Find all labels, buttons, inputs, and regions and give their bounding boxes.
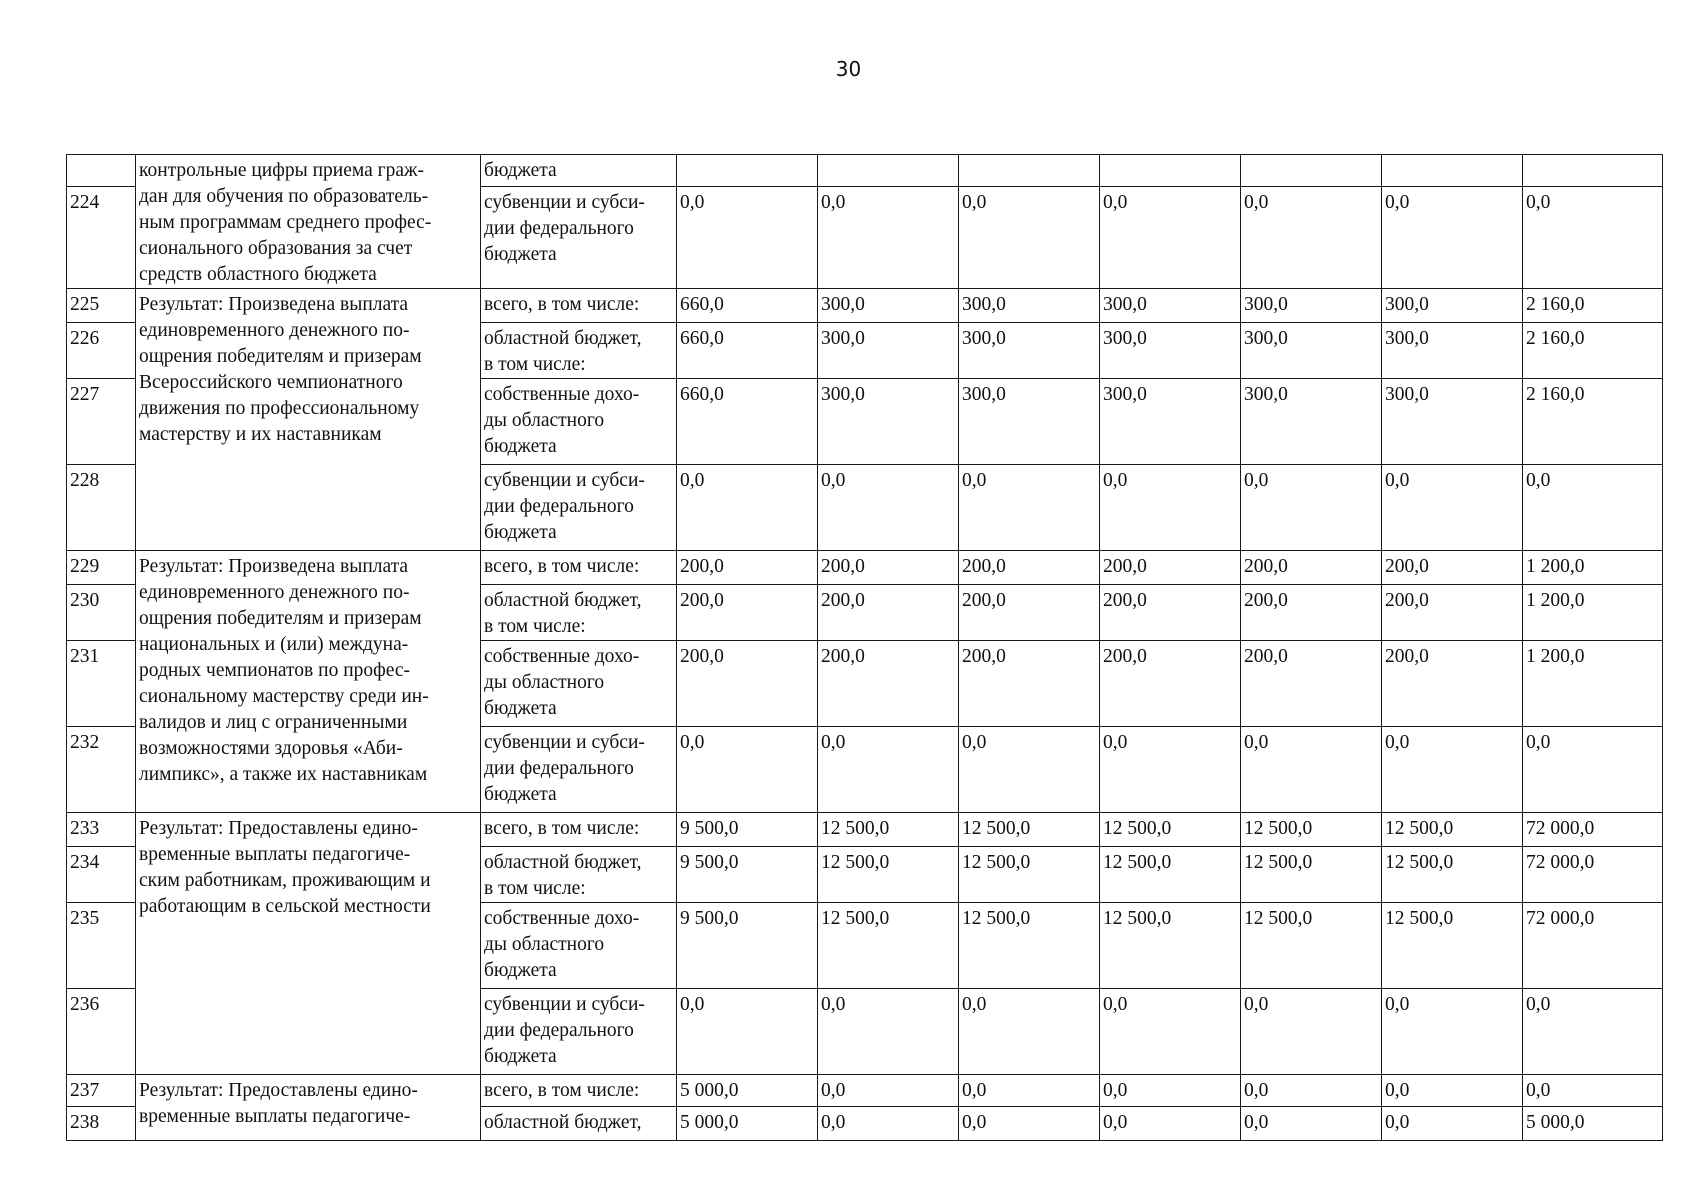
year-value: 0,0 [1100, 1075, 1241, 1107]
funding-source: областной бюджет, в том числе: [481, 585, 677, 641]
year-value: 0,0 [1241, 1107, 1382, 1141]
year-value: 200,0 [1100, 585, 1241, 641]
year-value: 200,0 [1100, 641, 1241, 727]
year-value: 12 500,0 [1382, 813, 1523, 847]
year-value: 12 500,0 [1241, 847, 1382, 903]
year-value: 0,0 [818, 187, 959, 289]
year-value: 0,0 [1241, 187, 1382, 289]
funding-source: собственные дохо- ды областного бюджета [481, 379, 677, 465]
year-value: 200,0 [959, 641, 1100, 727]
year-value: 12 500,0 [818, 813, 959, 847]
year-value: 300,0 [1100, 323, 1241, 379]
total-value: 72 000,0 [1523, 903, 1663, 989]
row-number: 234 [67, 847, 136, 903]
row-number: 229 [67, 551, 136, 585]
year-value: 0,0 [1382, 1107, 1523, 1141]
row-number: 228 [67, 465, 136, 551]
year-value [1100, 155, 1241, 187]
year-value: 12 500,0 [959, 813, 1100, 847]
year-value: 300,0 [818, 379, 959, 465]
year-value: 0,0 [1100, 187, 1241, 289]
year-value: 300,0 [818, 323, 959, 379]
year-value: 200,0 [1382, 551, 1523, 585]
table-row [67, 1075, 1663, 1107]
year-value: 200,0 [959, 551, 1100, 585]
year-value: 0,0 [1241, 727, 1382, 813]
year-value: 9 500,0 [677, 847, 818, 903]
result-description: Результат: Предоставлены едино- временные выплаты педагогиче- [136, 1075, 481, 1141]
total-value: 0,0 [1523, 727, 1663, 813]
result-description: контрольные цифры приема граж- дан для обучения по образователь- ным программам среднего профес- сионального образования за счет средств областного бюджета [136, 155, 481, 289]
year-value: 300,0 [1100, 289, 1241, 323]
year-value: 200,0 [1241, 585, 1382, 641]
year-value: 0,0 [818, 465, 959, 551]
year-value [1241, 155, 1382, 187]
year-value: 0,0 [677, 727, 818, 813]
year-value [959, 155, 1100, 187]
year-value: 0,0 [818, 1107, 959, 1141]
year-value: 200,0 [959, 585, 1100, 641]
year-value: 200,0 [818, 585, 959, 641]
funding-source: субвенции и субси- дии федерального бюджета [481, 727, 677, 813]
row-number: 237 [67, 1075, 136, 1107]
year-value: 0,0 [1241, 465, 1382, 551]
year-value: 12 500,0 [1382, 903, 1523, 989]
year-value: 0,0 [1100, 1107, 1241, 1141]
year-value: 0,0 [677, 187, 818, 289]
year-value: 0,0 [959, 187, 1100, 289]
year-value: 0,0 [959, 1107, 1100, 1141]
total-value: 0,0 [1523, 1075, 1663, 1107]
table-body [67, 155, 1663, 1141]
year-value: 660,0 [677, 289, 818, 323]
year-value: 0,0 [959, 989, 1100, 1075]
year-value: 0,0 [959, 1075, 1100, 1107]
total-value: 1 200,0 [1523, 641, 1663, 727]
year-value: 12 500,0 [1382, 847, 1523, 903]
year-value: 12 500,0 [1241, 813, 1382, 847]
row-number [67, 155, 136, 187]
year-value: 200,0 [1241, 641, 1382, 727]
row-number: 235 [67, 903, 136, 989]
total-value: 0,0 [1523, 187, 1663, 289]
total-value: 72 000,0 [1523, 847, 1663, 903]
total-value: 1 200,0 [1523, 551, 1663, 585]
year-value: 0,0 [818, 727, 959, 813]
year-value: 0,0 [959, 465, 1100, 551]
year-value: 0,0 [677, 465, 818, 551]
row-number: 227 [67, 379, 136, 465]
funding-source: всего, в том числе: [481, 1075, 677, 1107]
total-value: 72 000,0 [1523, 813, 1663, 847]
year-value: 12 500,0 [959, 903, 1100, 989]
year-value: 300,0 [1100, 379, 1241, 465]
year-value: 0,0 [1382, 465, 1523, 551]
funding-source: областной бюджет, [481, 1107, 677, 1141]
year-value: 0,0 [1241, 989, 1382, 1075]
year-value: 12 500,0 [1100, 847, 1241, 903]
year-value: 300,0 [1382, 289, 1523, 323]
year-value: 200,0 [677, 551, 818, 585]
year-value: 200,0 [1241, 551, 1382, 585]
total-value: 0,0 [1523, 465, 1663, 551]
funding-source: собственные дохо- ды областного бюджета [481, 903, 677, 989]
year-value: 12 500,0 [1100, 813, 1241, 847]
year-value: 200,0 [1382, 641, 1523, 727]
total-value [1523, 155, 1663, 187]
year-value: 5 000,0 [677, 1107, 818, 1141]
total-value: 2 160,0 [1523, 323, 1663, 379]
funding-source: субвенции и субси- дии федерального бюджета [481, 465, 677, 551]
row-number: 225 [67, 289, 136, 323]
funding-source: всего, в том числе: [481, 289, 677, 323]
year-value [818, 155, 959, 187]
year-value [677, 155, 818, 187]
year-value: 0,0 [818, 1075, 959, 1107]
year-value: 200,0 [1100, 551, 1241, 585]
year-value: 12 500,0 [818, 847, 959, 903]
table-row [67, 289, 1663, 323]
year-value: 300,0 [959, 289, 1100, 323]
year-value: 5 000,0 [677, 1075, 818, 1107]
row-number: 232 [67, 727, 136, 813]
year-value: 300,0 [1241, 289, 1382, 323]
year-value: 12 500,0 [818, 903, 959, 989]
total-value: 1 200,0 [1523, 585, 1663, 641]
year-value: 9 500,0 [677, 813, 818, 847]
funding-source: субвенции и субси- дии федерального бюджета [481, 989, 677, 1075]
year-value: 12 500,0 [1241, 903, 1382, 989]
row-number: 238 [67, 1107, 136, 1141]
year-value: 300,0 [1241, 323, 1382, 379]
year-value: 660,0 [677, 379, 818, 465]
result-description: Результат: Произведена выплата единовременного денежного по- ощрения победителям и призерам Всероссийского чемпионатного движения по профессиональному мастерству и их наставникам [136, 289, 481, 551]
year-value: 200,0 [818, 641, 959, 727]
total-value: 2 160,0 [1523, 379, 1663, 465]
year-value: 0,0 [677, 989, 818, 1075]
total-value: 5 000,0 [1523, 1107, 1663, 1141]
year-value: 660,0 [677, 323, 818, 379]
row-number: 226 [67, 323, 136, 379]
table-row [67, 551, 1663, 585]
result-description: Результат: Произведена выплата единовременного денежного по- ощрения победителям и призерам национальных и (или) междуна- родных чемпионатов по профес- сиональному мастерству среди ин- валидов и лиц с ограниченными возможностями здоровья «Аби- лимпикс», а также их наставникам [136, 551, 481, 813]
year-value: 0,0 [1241, 1075, 1382, 1107]
year-value: 200,0 [677, 641, 818, 727]
year-value: 300,0 [1382, 323, 1523, 379]
year-value: 9 500,0 [677, 903, 818, 989]
year-value: 300,0 [959, 379, 1100, 465]
year-value: 200,0 [677, 585, 818, 641]
funding-source: областной бюджет, в том числе: [481, 323, 677, 379]
table-row [67, 155, 1663, 187]
row-number: 230 [67, 585, 136, 641]
year-value: 300,0 [818, 289, 959, 323]
year-value: 0,0 [959, 727, 1100, 813]
year-value: 200,0 [818, 551, 959, 585]
year-value: 0,0 [1382, 989, 1523, 1075]
result-description: Результат: Предоставлены едино- временные выплаты педагогиче- ским работникам, проживающим и работающим в сельской местности [136, 813, 481, 1075]
year-value: 200,0 [1382, 585, 1523, 641]
funding-source: областной бюджет, в том числе: [481, 847, 677, 903]
total-value: 2 160,0 [1523, 289, 1663, 323]
year-value: 300,0 [1241, 379, 1382, 465]
budget-table [66, 154, 1663, 1141]
row-number: 231 [67, 641, 136, 727]
page-number: 30 [835, 57, 862, 81]
funding-source: бюджета [481, 155, 677, 187]
year-value: 300,0 [1382, 379, 1523, 465]
row-number: 224 [67, 187, 136, 289]
total-value: 0,0 [1523, 989, 1663, 1075]
year-value: 300,0 [959, 323, 1100, 379]
year-value [1382, 155, 1523, 187]
year-value: 0,0 [818, 989, 959, 1075]
funding-source: всего, в том числе: [481, 813, 677, 847]
funding-source: субвенции и субси- дии федерального бюджета [481, 187, 677, 289]
year-value: 0,0 [1382, 727, 1523, 813]
row-number: 233 [67, 813, 136, 847]
year-value: 12 500,0 [1100, 903, 1241, 989]
year-value: 0,0 [1100, 727, 1241, 813]
row-number: 236 [67, 989, 136, 1075]
year-value: 0,0 [1382, 1075, 1523, 1107]
funding-source: всего, в том числе: [481, 551, 677, 585]
year-value: 0,0 [1100, 989, 1241, 1075]
year-value: 0,0 [1382, 187, 1523, 289]
year-value: 12 500,0 [959, 847, 1100, 903]
year-value: 0,0 [1100, 465, 1241, 551]
table-row [67, 813, 1663, 847]
funding-source: собственные дохо- ды областного бюджета [481, 641, 677, 727]
